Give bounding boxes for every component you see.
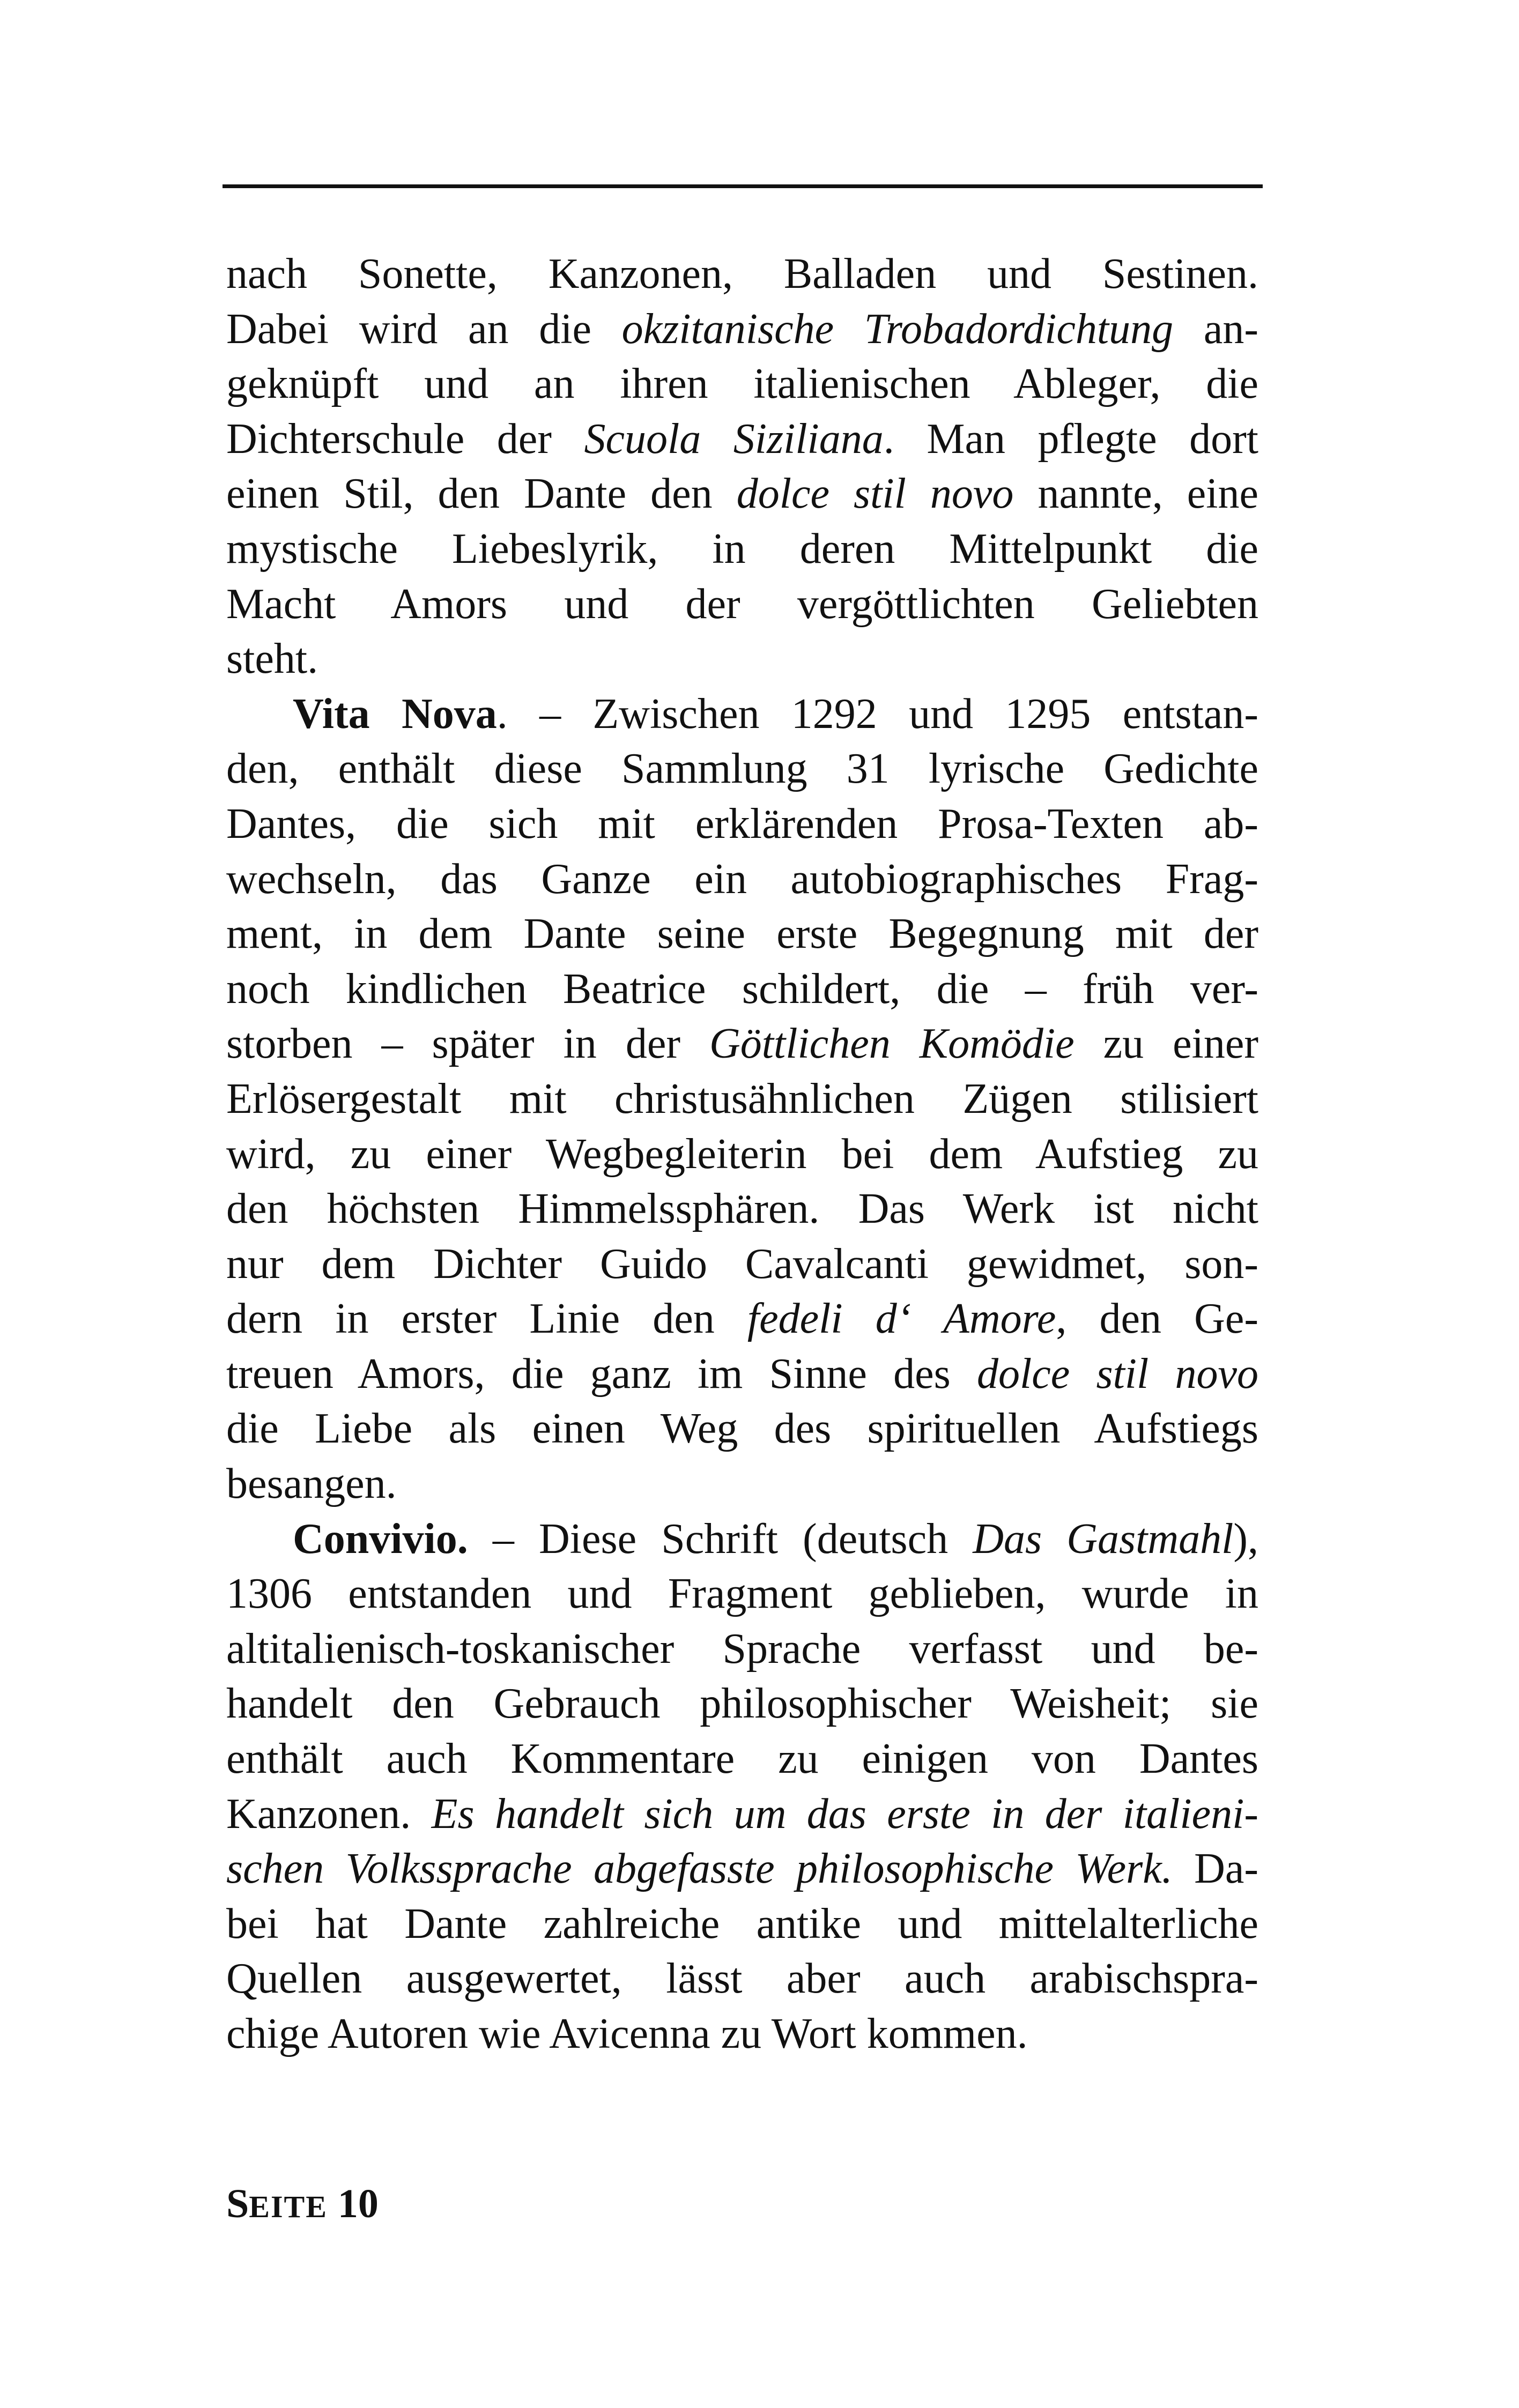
text-line: dern in erster Linie den fedeli d‘ Amore, den Ge- [226, 1295, 1258, 1343]
text-line: noch kindlichen Beatrice schildert, die – früh ver- [226, 965, 1258, 1013]
paragraph-intro [226, 247, 1258, 687]
text-line: Dabei wird an die okzitanische Trobadordichtung an- [226, 305, 1259, 353]
text-line: 1306 entstanden und Fragment geblieben, wurde in [226, 1570, 1258, 1618]
page-number-footer [226, 2181, 379, 2227]
text-line: enthält auch Kommentare zu einigen von Dantes [226, 1735, 1258, 1783]
paragraph-convivio [226, 1512, 1258, 2062]
text-line: Quellen ausgewertet, lässt aber auch arabischspra- [226, 1955, 1258, 2003]
text-line: nur dem Dichter Guido Cavalcanti gewidmet, son- [226, 1240, 1258, 1288]
text-line: ment, in dem Dante seine erste Begegnung mit der [226, 910, 1258, 958]
text-line: Macht Amors und der vergöttlichten Geliebten [226, 580, 1258, 628]
text-line: bei hat Dante zahlreiche antike und mittelalterliche [226, 1900, 1258, 1948]
footer-label-rest: EITE [249, 2189, 328, 2224]
text-line: Convivio. – Diese Schrift (deutsch Das Gastmahl), [293, 1515, 1258, 1563]
text-line: wird, zu einer Wegbegleiterin bei dem Aufstieg zu [226, 1130, 1258, 1178]
page-number: 10 [337, 2181, 379, 2226]
text-line: nach Sonette, Kanzonen, Balladen und Sestinen. [226, 250, 1258, 298]
text-line: einen Stil, den Dante den dolce stil novo nannte, eine [226, 470, 1259, 518]
text-line: handelt den Gebrauch philosophischer Weisheit; sie [226, 1680, 1258, 1728]
paragraph-vita-nova [226, 687, 1258, 1512]
text-line: altitalienisch-toskanischer Sprache verfasst und be- [226, 1625, 1258, 1673]
text-line: besangen. [226, 1460, 397, 1508]
text-line: storben – später in der Göttlichen Komödie zu einer [226, 1020, 1259, 1068]
text-line: wechseln, das Ganze ein autobiographisches Frag- [226, 855, 1258, 903]
text-line: Kanzonen. Es handelt sich um das erste in der italieni- [226, 1790, 1259, 1838]
text-line: die Liebe als einen Weg des spirituellen Aufstiegs [226, 1405, 1258, 1453]
section-heading-convivio: Convivio. [293, 1515, 468, 1563]
text-line: Vita Nova. – Zwischen 1292 und 1295 entstan- [293, 690, 1258, 738]
text-line: chige Autoren wie Avicenna zu Wort kommen. [226, 2010, 1028, 2057]
text-line: Dantes, die sich mit erklärenden Prosa-Texten ab- [226, 800, 1258, 848]
header-rule [223, 184, 1263, 188]
text-line: Dichterschule der Scuola Siziliana. Man pflegte dort [226, 415, 1258, 463]
section-heading-vita-nova: Vita Nova [293, 690, 497, 738]
footer-label-initial: S [226, 2181, 249, 2226]
text-line: mystische Liebeslyrik, in deren Mittelpunkt die [226, 525, 1258, 573]
text-line: Erlösergestalt mit christusähnlichen Zügen stilisiert [226, 1075, 1258, 1123]
text-line: treuen Amors, die ganz im Sinne des dolce stil novo [226, 1350, 1259, 1398]
body-text [226, 247, 1258, 2062]
text-line: steht. [226, 635, 318, 683]
text-line: den höchsten Himmelssphären. Das Werk ist nicht [226, 1185, 1258, 1233]
text-line: geknüpft und an ihren italienischen Ableger, die [226, 360, 1258, 408]
text-line: den, enthält diese Sammlung 31 lyrische Gedichte [226, 745, 1258, 793]
text-line: schen Volkssprache abgefasste philosophische Werk. Da- [226, 1845, 1258, 1893]
